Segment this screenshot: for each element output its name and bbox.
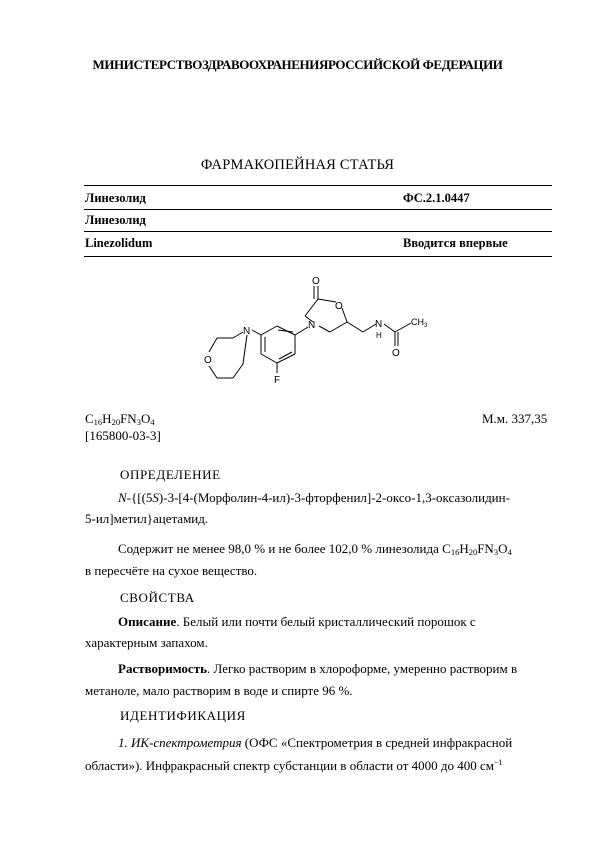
content-o-count: 4 [507, 547, 512, 557]
header-rule-1 [84, 209, 552, 210]
article-type-title: ФАРМАКОПЕЙНАЯ СТАТЬЯ [200, 157, 395, 173]
atom-n-oxazolidinone: N [308, 320, 316, 331]
definition-part-d: )-3-[4-(Морфолин-4-ил)-3-фторфенил]-2-оксо-1,3-оксазолидин- [158, 490, 510, 505]
definition-heading: ОПРЕДЕЛЕНИЕ [120, 467, 221, 482]
ir-text-2: области»). Инфракрасный спектр субстанции в области от 4000 до 400 см [85, 758, 495, 773]
formula-f: F [120, 411, 128, 426]
definition-line-2: 5-ил]метил}ацетамид. [85, 511, 209, 526]
atom-ch3-main: CH [411, 317, 424, 327]
formula-o: O [140, 411, 151, 426]
ir-text-1: (ОФС «Спектрометрия в средней инфракрасной [241, 735, 513, 750]
atom-o-morpholine: O [204, 355, 212, 366]
atom-o-amide: O [392, 348, 400, 359]
definition-line-1 [118, 488, 550, 509]
ministry-title: МИНИСТЕРСТВОЗДРАВООХРАНЕНИЯРОССИЙСКОЙ ФЕДЕРАЦИИ [92, 57, 503, 72]
molecular-formula [85, 411, 155, 427]
header-rule-3 [84, 256, 552, 257]
formula-o-count: 4 [150, 417, 155, 427]
atom-f: F [274, 375, 281, 386]
cas-number: [165800-03-3] [85, 428, 161, 443]
properties-heading: СВОЙСТВА [120, 590, 195, 605]
description-text-1: . Белый или почти белый кристаллический порошок с [176, 614, 476, 629]
identification-heading: ИДЕНТИФИКАЦИЯ [120, 708, 246, 723]
formula-h-count: 20 [111, 417, 121, 427]
formula-n-count: 3 [136, 417, 141, 427]
monograph-code: ФС.2.1.0447 [403, 191, 470, 205]
content-h-count: 20 [468, 547, 478, 557]
ir-line-2 [85, 756, 553, 777]
content-line-1 [118, 539, 558, 560]
ir-label: 1. ИК-спектрометрия [118, 735, 242, 750]
atom-ch3-subscript: 3 [424, 323, 428, 329]
content-text: Содержит не менее 98,0 % и не более 102,0 % линезолида C [118, 541, 451, 556]
molar-mass: М.м. 337,35 [482, 411, 548, 426]
atom-h: H [376, 331, 382, 340]
definition-s-italic: S [152, 490, 159, 505]
monograph-name-latin: Linezolidum [85, 236, 153, 250]
description-line-1 [118, 612, 552, 633]
top-rule [84, 185, 552, 186]
atom-ch3 [411, 317, 428, 329]
atom-o-carbonyl: O [312, 276, 320, 287]
ir-line-1 [118, 733, 552, 754]
content-c-count: 16 [450, 547, 460, 557]
atom-n-morpholine: N [243, 326, 251, 337]
header-rule-2 [84, 231, 552, 232]
linezolid-structure-image [195, 272, 445, 402]
definition-n-italic: N [118, 490, 127, 505]
content-line-2: в пересчёте на сухое вещество. [85, 563, 258, 578]
solubility-label: Растворимость [118, 661, 207, 676]
solubility-text-1: . Легко растворим в хлороформе, умеренно растворим в [206, 661, 518, 676]
formula-n: N [127, 411, 137, 426]
content-h: H [459, 541, 469, 556]
content-o: O [498, 541, 508, 556]
monograph-name-ru: Линезолид [85, 191, 146, 205]
solubility-line-2: метаноле, мало растворим в воде и спирте 96 %. [85, 683, 353, 698]
description-line-2: характерным запахом. [85, 635, 208, 650]
atom-nh: N [375, 319, 383, 330]
formula-h: H [102, 411, 112, 426]
formula-c-count: 16 [93, 417, 103, 427]
atom-o-ring: O [335, 301, 343, 312]
definition-part-b: -{[(5 [126, 490, 153, 505]
formula-c: C [85, 411, 94, 426]
description-label: Описание [118, 614, 177, 629]
ir-superscript: −1 [494, 758, 503, 767]
monograph-status: Вводится впервые [403, 236, 508, 250]
content-fn: FN [477, 541, 494, 556]
monograph-name-ru-2: Линезолид [85, 213, 146, 227]
content-n-count: 3 [493, 547, 499, 557]
solubility-line-1 [118, 659, 552, 680]
